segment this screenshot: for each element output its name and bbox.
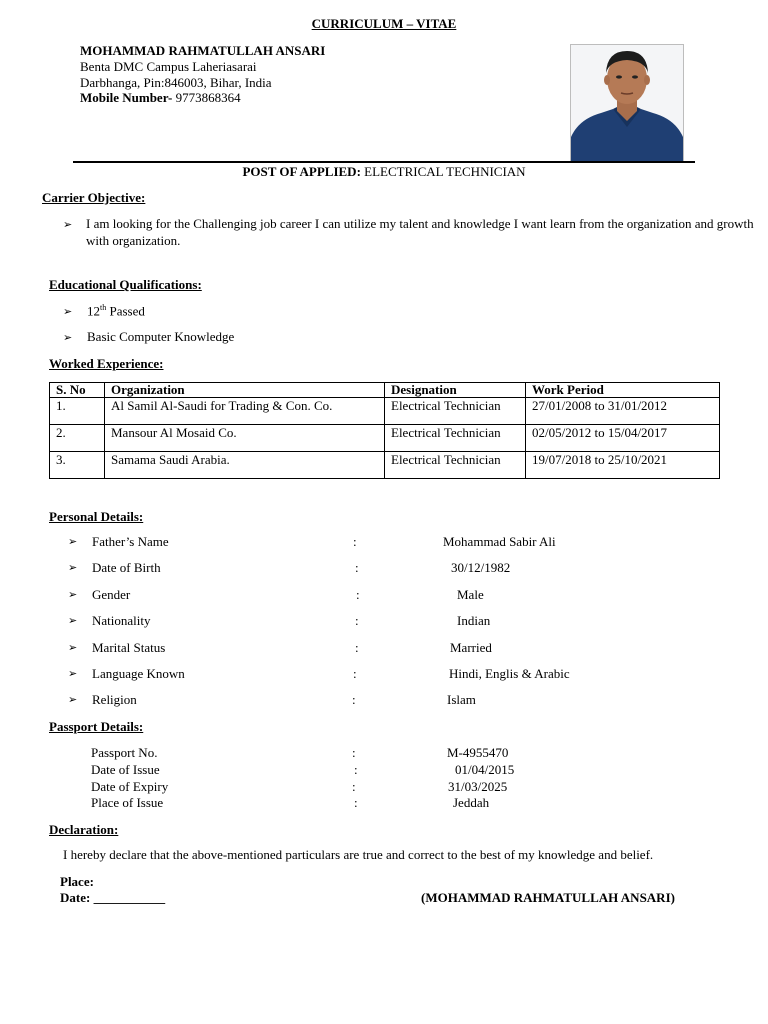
objective-heading: Carrier Objective:	[42, 190, 146, 205]
language-label: Language Known	[92, 666, 185, 681]
date-of-expiry-label: Date of Expiry	[91, 779, 169, 794]
cell-organization: Mansour Al Mosaid Co.	[105, 425, 385, 452]
cell-organization: Al Samil Al-Saudi for Trading & Con. Co.	[105, 398, 385, 425]
experience-table	[49, 382, 720, 479]
cell-work-period: 27/01/2008 to 31/01/2012	[526, 398, 720, 425]
education-item-1	[63, 303, 145, 320]
date-of-expiry-value: 31/03/2025	[448, 779, 508, 794]
post-label: POST OF APPLIED:	[242, 164, 361, 179]
mobile-value: 9773868364	[172, 90, 241, 105]
cell-organization: Samama Saudi Arabia.	[105, 452, 385, 479]
father-name-label: Father’s Name	[92, 534, 169, 549]
cell-sno: 1.	[50, 398, 105, 425]
colon-separator: :	[352, 692, 356, 707]
date-label: Date: ___________	[60, 890, 166, 905]
dob-label: Date of Birth	[92, 560, 161, 575]
cv-title: CURRICULUM – VITAE	[311, 16, 457, 31]
arrowhead-bullet-icon: ➢	[63, 305, 73, 319]
religion-label: Religion	[92, 692, 137, 707]
colon-separator: :	[355, 640, 359, 655]
colon-separator: :	[354, 795, 358, 810]
colon-separator: :	[353, 534, 357, 549]
cell-designation: Electrical Technician	[385, 452, 526, 479]
header-divider	[73, 161, 695, 163]
arrowhead-bullet-icon: ➢	[68, 693, 78, 706]
education-item-2	[63, 329, 234, 345]
cell-work-period: 02/05/2012 to 15/04/2017	[526, 425, 720, 452]
colon-separator: :	[356, 587, 360, 602]
signature-name: (MOHAMMAD RAHMATULLAH ANSARI)	[421, 890, 675, 905]
arrowhead-bullet-icon: ➢	[63, 331, 73, 344]
personal-heading: Personal Details:	[49, 509, 144, 524]
mobile-label: Mobile Number-	[80, 90, 173, 105]
date-of-issue-label: Date of Issue	[91, 762, 160, 777]
table-header-row	[50, 383, 720, 398]
address-line-1: Benta DMC Campus Laheriasarai	[80, 59, 257, 74]
col-header-sno: S. No	[50, 383, 105, 398]
religion-value: Islam	[447, 692, 476, 707]
applicant-name: MOHAMMAD RAHMATULLAH ANSARI	[80, 43, 326, 58]
place-of-issue-value: Jeddah	[453, 795, 490, 810]
date-of-issue-value: 01/04/2015	[455, 762, 515, 777]
col-header-work-period: Work Period	[526, 383, 720, 398]
table-row	[50, 425, 720, 452]
language-value: Hindi, Englis & Arabic	[449, 666, 570, 681]
cell-sno: 2.	[50, 425, 105, 452]
declaration-text: I hereby declare that the above-mentioned particulars are true and correct to the best of my knowledge and belief.	[63, 847, 654, 862]
cell-work-period: 19/07/2018 to 25/10/2021	[526, 452, 720, 479]
arrowhead-bullet-icon: ➢	[68, 535, 78, 548]
arrowhead-bullet-icon: ➢	[68, 667, 78, 680]
colon-separator: :	[355, 613, 359, 628]
cell-sno: 3.	[50, 452, 105, 479]
objective-text: I am looking for the Challenging job career I can utilize my talent and knowledge I want learn from the organization and growth with organization.	[86, 216, 754, 248]
col-header-designation: Designation	[385, 383, 526, 398]
colon-separator: :	[355, 560, 359, 575]
place-label: Place:	[60, 874, 94, 889]
gender-value: Male	[457, 587, 484, 602]
post-value: ELECTRICAL TECHNICIAN	[360, 164, 526, 179]
father-name-value: Mohammad Sabir Ali	[443, 534, 556, 549]
education-item-1-rest: Passed	[106, 303, 145, 319]
gender-label: Gender	[92, 587, 131, 602]
post-applied	[0, 164, 768, 180]
colon-separator: :	[354, 762, 358, 777]
declaration-heading: Declaration:	[49, 822, 119, 837]
colon-separator: :	[352, 745, 356, 760]
dob-value: 30/12/1982	[451, 560, 511, 575]
passport-no-value: M-4955470	[447, 745, 509, 760]
education-item-1-sup: th	[100, 303, 107, 312]
col-header-organization: Organization	[105, 383, 385, 398]
experience-heading: Worked Experience:	[49, 356, 164, 371]
person-photo-icon	[571, 45, 683, 161]
arrowhead-bullet-icon: ➢	[68, 641, 78, 654]
education-heading: Educational Qualifications:	[49, 277, 202, 292]
arrowhead-bullet-icon: ➢	[68, 588, 78, 601]
nationality-value: Indian	[457, 613, 491, 628]
passport-no-label: Passport No.	[91, 745, 158, 760]
colon-separator: :	[352, 779, 356, 794]
education-item-1-main: 12	[87, 303, 100, 319]
passport-heading: Passport Details:	[49, 719, 144, 734]
arrowhead-bullet-icon: ➢	[68, 561, 78, 574]
marital-status-label: Marital Status	[92, 640, 166, 655]
cell-designation: Electrical Technician	[385, 425, 526, 452]
address-line-2: Darbhanga, Pin:846003, Bihar, India	[80, 75, 272, 90]
table-row	[50, 398, 720, 425]
marital-status-value: Married	[450, 640, 492, 655]
arrowhead-bullet-icon: ➢	[68, 614, 78, 627]
colon-separator: :	[353, 666, 357, 681]
nationality-label: Nationality	[92, 613, 151, 628]
applicant-photo	[570, 44, 684, 162]
cell-designation: Electrical Technician	[385, 398, 526, 425]
place-of-issue-label: Place of Issue	[91, 795, 164, 810]
table-row	[50, 452, 720, 479]
education-item-2-text: Basic Computer Knowledge	[87, 329, 235, 344]
mobile-number	[80, 90, 241, 106]
arrowhead-bullet-icon: ➢	[63, 218, 73, 231]
